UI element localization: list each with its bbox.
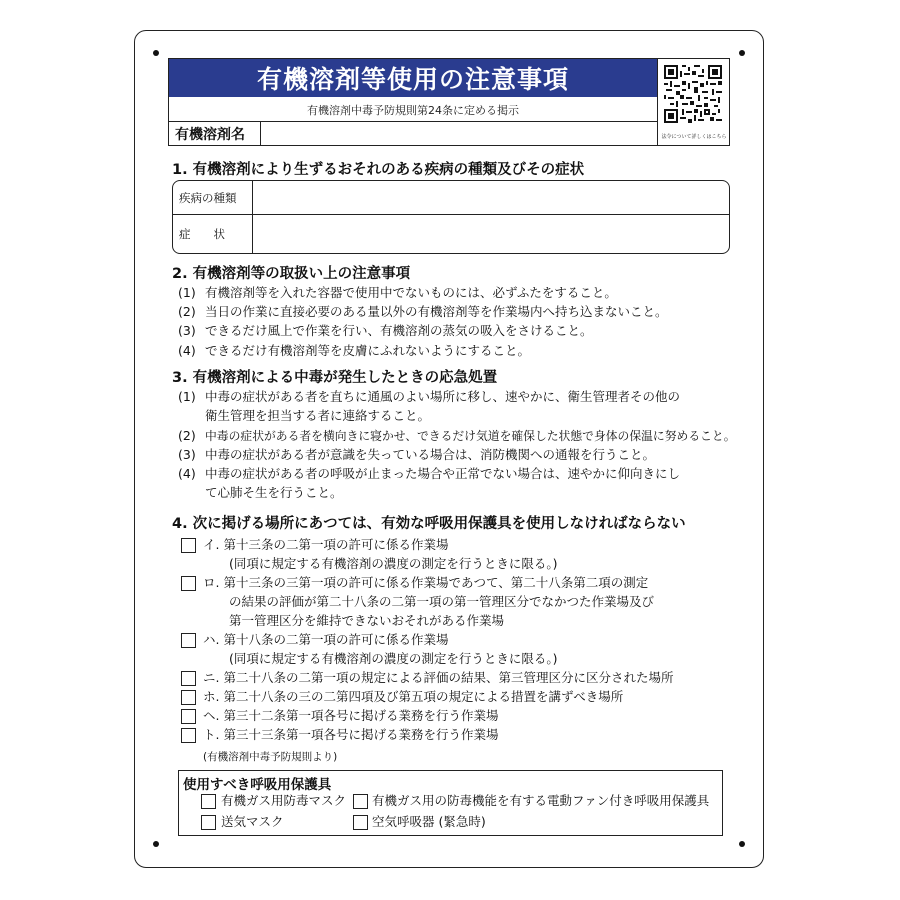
mounting-hole <box>739 50 745 56</box>
place-item: ヘ. 第三十二条第一項各号に掲げる業務を行う作業場 <box>203 708 499 723</box>
disease-table <box>172 180 730 254</box>
place-checkbox[interactable] <box>181 690 196 705</box>
symptom-row <box>173 215 729 253</box>
list-item: (4) 中毒の症状がある者の呼吸が止まった場合や正常でない場合は、速やかに仰向きにし <box>178 466 681 481</box>
mounting-hole <box>153 841 159 847</box>
list-item: (1) 有機溶剤等を入れた容器で使用中でないものには、必ずふたをすること。 <box>178 285 617 300</box>
place-item: ロ. 第十三条の三第一項の許可に係る作業場であつて、第二十八条第二項の測定 <box>203 575 649 590</box>
list-item-continuation: て心肺そ生を行うこと。 <box>205 485 343 500</box>
respirator-checkbox[interactable] <box>353 794 368 809</box>
place-checkbox[interactable] <box>181 538 196 553</box>
place-checkbox[interactable] <box>181 633 196 648</box>
respirator-box <box>178 770 723 836</box>
list-item: (2) 中毒の症状がある者を横向きに寝かせ、できるだけ気道を確保した状態で身体の保温に努めること。 <box>178 428 736 443</box>
place-item: イ. 第十三条の二第一項の許可に係る作業場 <box>203 537 449 552</box>
sign-header <box>168 58 730 146</box>
mounting-hole <box>153 50 159 56</box>
respirator-option: 有機ガス用の防毒機能を有する電動ファン付き呼吸用保護具 <box>372 793 710 808</box>
section2-heading: 2. 有機溶剤等の取扱い上の注意事項 <box>172 266 411 282</box>
solvent-name-label: 有機溶剤名 <box>169 122 261 145</box>
respirator-checkbox[interactable] <box>201 815 216 830</box>
place-item-continuation: の結果の評価が第二十八条の二第一項の第一管理区分でなかつた作業場及び <box>229 594 655 609</box>
respirator-option: 空気呼吸器 (緊急時) <box>372 814 486 829</box>
place-item: ト. 第三十三条第一項各号に掲げる業務を行う作業場 <box>203 727 499 742</box>
list-item: (4) できるだけ有機溶剤等を皮膚にふれないようにすること。 <box>178 343 531 358</box>
mounting-hole <box>739 841 745 847</box>
section4-heading: 4. 次に掲げる場所にあつては、有効な呼吸用保護具を使用しなければならない <box>172 516 686 532</box>
disease-type-label: 疾病の種類 <box>173 181 253 214</box>
place-item: ニ. 第二十八条の二第一項の規定による評価の結果、第三管理区分に区分された場所 <box>203 670 674 685</box>
respirator-checkbox[interactable] <box>201 794 216 809</box>
place-item: ハ. 第十八条の二第一項の許可に係る作業場 <box>203 632 449 647</box>
section3-heading: 3. 有機溶剤による中毒が発生したときの応急処置 <box>172 370 498 386</box>
place-checkbox[interactable] <box>181 671 196 686</box>
respirator-checkbox[interactable] <box>353 815 368 830</box>
disease-type-row <box>173 181 729 215</box>
solvent-name-field <box>261 122 657 145</box>
place-checkbox[interactable] <box>181 709 196 724</box>
sign-title: 有機溶剤等使用の注意事項 <box>169 59 657 97</box>
place-item: ホ. 第二十八条の三の二第四項及び第五項の規定による措置を講ずべき場所 <box>203 689 624 704</box>
place-item-continuation: (同項に規定する有機溶剤の濃度の測定を行うときに限る。) <box>229 651 558 666</box>
symptom-label: 症 状 <box>173 215 253 253</box>
place-checkbox[interactable] <box>181 576 196 591</box>
place-checkbox[interactable] <box>181 728 196 743</box>
list-item: (2) 当日の作業に直接必要のある量以外の有機溶剤等を作業場内へ持ち込まないこと。 <box>178 304 668 319</box>
qr-caption: 法令について詳しくはこちら <box>661 134 727 140</box>
sign-subtitle: 有機溶剤中毒予防規則第24条に定める掲示 <box>307 104 519 117</box>
qr-box <box>657 59 729 145</box>
respirator-option: 送気マスク <box>221 814 284 829</box>
section1-heading: 1. 有機溶剤により生ずるおそれのある疾病の種類及びその症状 <box>172 162 585 178</box>
place-item-continuation: (同項に規定する有機溶剤の濃度の測定を行うときに限る。) <box>229 556 558 571</box>
list-item: (1) 中毒の症状がある者を直ちに通風のよい場所に移し、速やかに、衛生管理者その他の <box>178 389 681 404</box>
solvent-name-row <box>169 121 657 145</box>
respirator-title: 使用すべき呼吸用保護具 <box>183 777 332 793</box>
source-note: (有機溶剤中毒予防規則より) <box>203 751 338 763</box>
list-item: (3) できるだけ風上で作業を行い、有機溶剤の蒸気の吸入をさけること。 <box>178 323 593 338</box>
place-item-continuation: 第一管理区分を維持できないおそれがある作業場 <box>229 613 505 628</box>
list-item: (3) 中毒の症状がある者が意識を失っている場合は、消防機関への通報を行うこと。 <box>178 447 656 462</box>
list-item-continuation: 衛生管理を担当する者に連絡すること。 <box>205 408 431 423</box>
respirator-option: 有機ガス用防毒マスク <box>221 793 347 808</box>
qr-code-icon <box>664 65 722 123</box>
